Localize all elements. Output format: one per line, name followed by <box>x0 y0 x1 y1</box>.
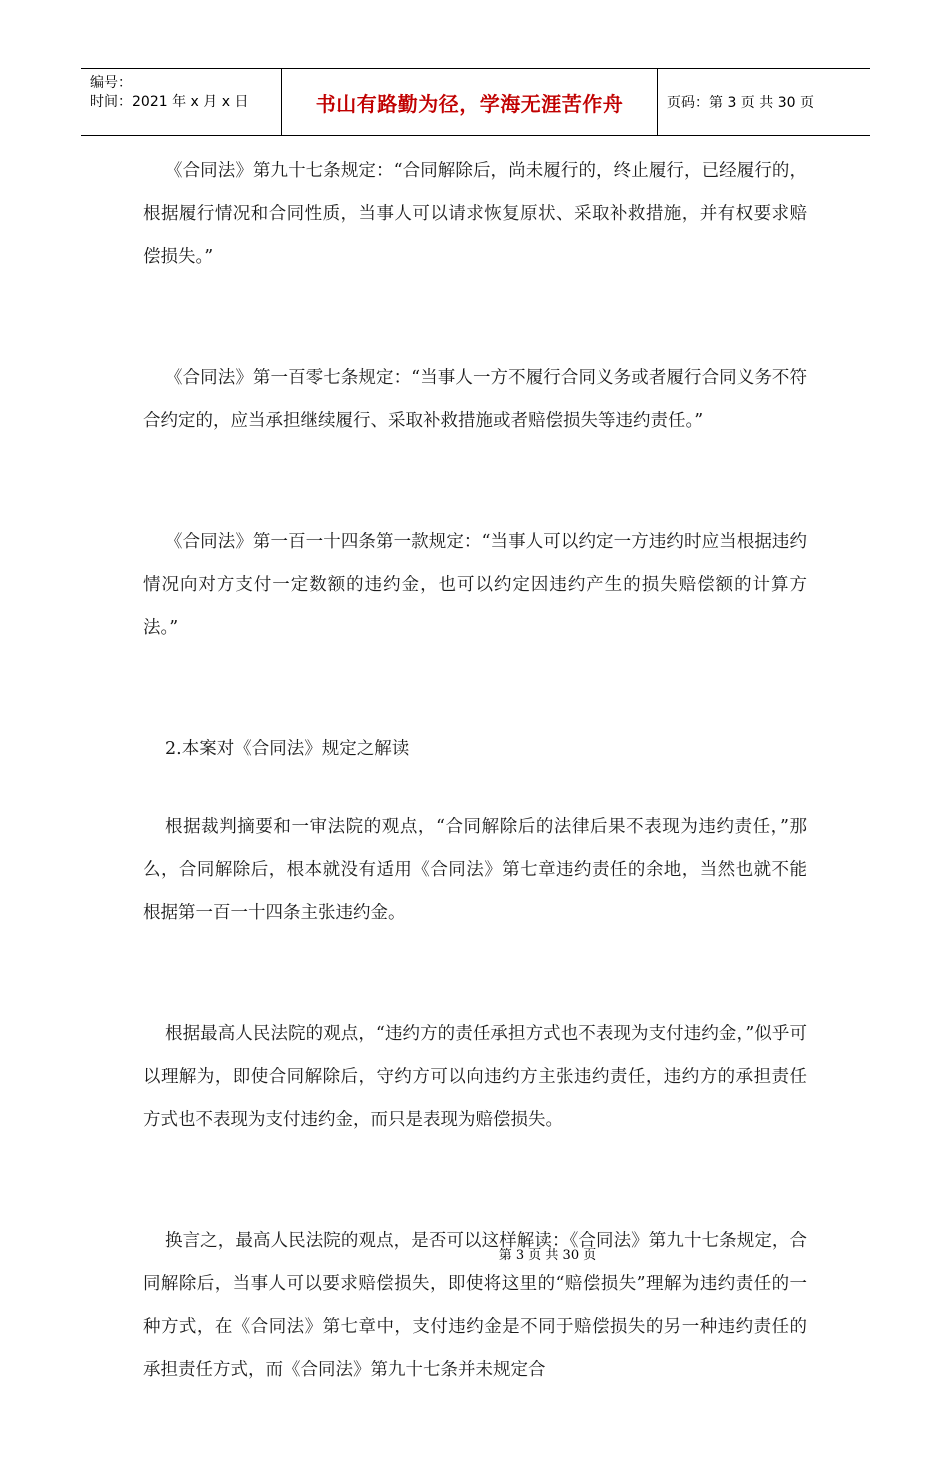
document-number-label: 编号： <box>90 75 132 91</box>
paragraph-article-97: 《合同法》第九十七条规定：“合同解除后，尚未履行的，终止履行，已经履行的，根据履行情况和合同性质，当事人可以请求恢复原状、采取补救措施，并有权要求赔偿损失。” <box>143 161 807 267</box>
header-motto: 书山有路勤为径，学海无涯苦作舟 <box>282 69 658 135</box>
paragraph-interpretation-3: 换言之，最高人民法院的观点，是否可以这样解读：《合同法》第九十七条规定，合同解除后，当事人可以要求赔偿损失，即使将这里的“赔偿损失”理解为违约责任的一种方式，在《合同法》第七章中，支付违约金是不同于赔偿损失的另一种违约责任的承担责任方式，而《合同法》第九十七条并未规定合 <box>143 1231 807 1380</box>
paragraph-interpretation-2: 根据最高人民法院的观点，“违约方的责任承担方式也不表现为支付违约金，”似乎可以理解为，即使合同解除后，守约方可以向违约方主张违约责任，违约方的承担责任方式也不表现为支付违约金，而只是表现为赔偿损失。 <box>143 1024 807 1130</box>
paragraph-interpretation-1: 根据裁判摘要和一审法院的观点，“合同解除后的法律后果不表现为违约责任，”那么，合同解除后，根本就没有适用《合同法》第七章违约责任的余地，当然也就不能根据第一百一十四条主张违约金。 <box>143 817 807 923</box>
page-footer: 第 3 页 共 30 页 <box>498 1248 597 1263</box>
document-body <box>143 150 807 1470</box>
header-info-cell <box>81 69 282 135</box>
paragraph-article-114: 《合同法》第一百一十四条第一款规定：“当事人可以约定一方违约时应当根据违约情况向对方支付一定数额的违约金，也可以约定因违约产生的损失赔偿额的计算方法。” <box>143 532 807 638</box>
header-page-code: 页码：第 3 页 共 30 页 <box>667 95 814 111</box>
paragraph-article-107: 《合同法》第一百零七条规定：“当事人一方不履行合同义务或者履行合同义务不符合约定的，应当承担继续履行、采取补救措施或者赔偿损失等违约责任。” <box>143 368 807 431</box>
page-header <box>81 68 870 136</box>
section-heading: 2.本案对《合同法》规定之解读 <box>165 739 410 759</box>
document-date-label: 时间：2021 年 x 月 x 日 <box>90 94 249 110</box>
